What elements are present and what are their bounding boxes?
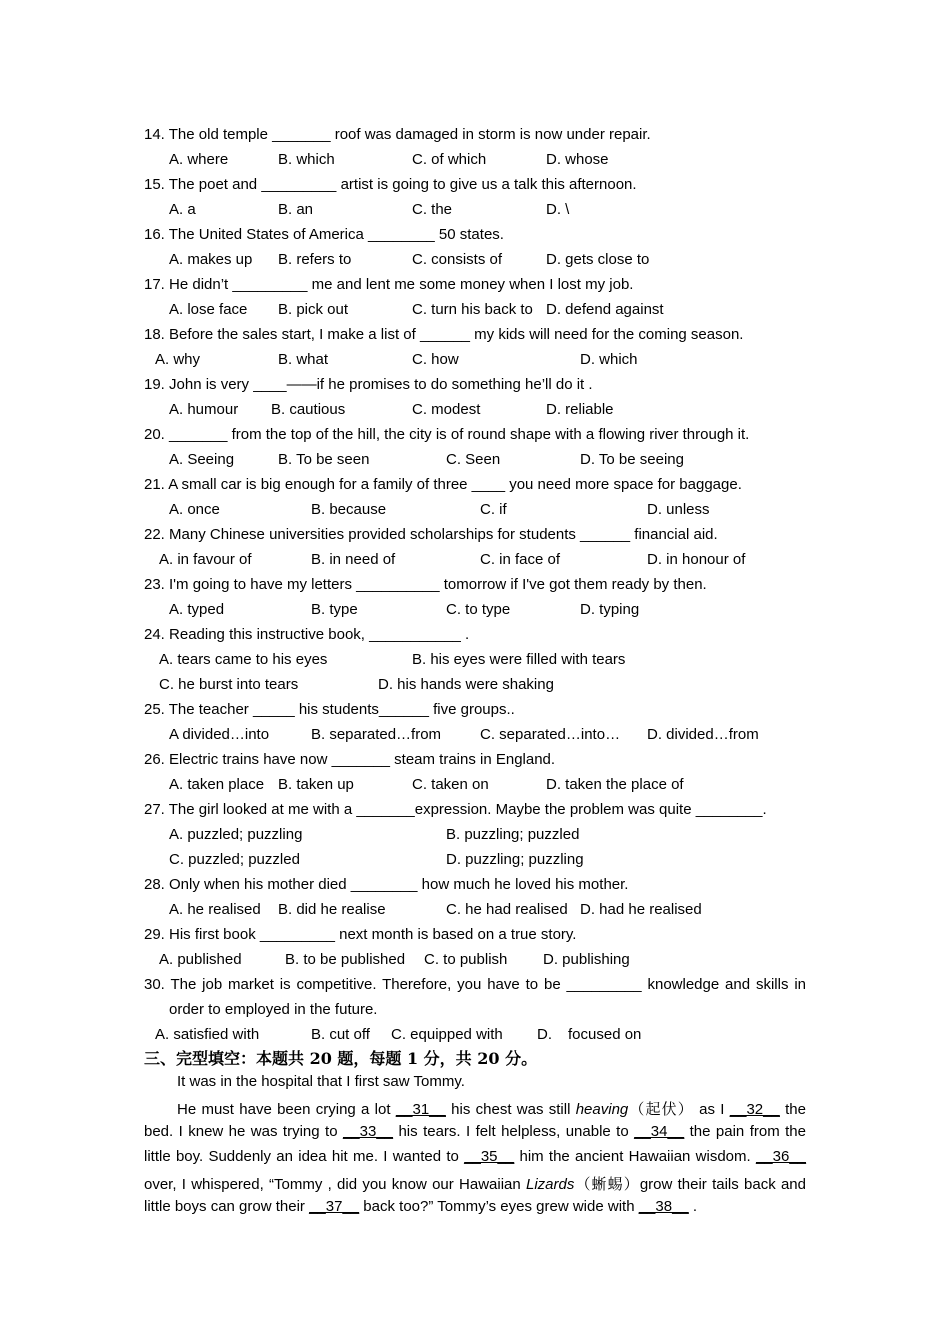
option-b: B. did he realise <box>278 901 386 918</box>
option-b: B. refers to <box>278 251 352 268</box>
passage-line-1: It was in the hospital that I first saw Tommy. <box>177 1073 465 1090</box>
blank-32: __32__ <box>729 1101 780 1118</box>
option-d-text: focused on <box>568 1026 642 1043</box>
blank-31: __31__ <box>395 1101 446 1118</box>
option-b: B. type <box>311 601 358 618</box>
blank-35: __35__ <box>464 1148 515 1165</box>
passage-line-2 <box>177 1098 806 1119</box>
blank-37: __37__ <box>309 1198 360 1215</box>
blank-34: __34__ <box>634 1123 685 1140</box>
option-a: A. published <box>159 951 242 968</box>
option-a: A. a <box>169 201 196 218</box>
option-a: A. why <box>155 351 201 368</box>
option-a: A. once <box>169 501 220 518</box>
option-a: A. taken place <box>169 776 265 793</box>
option-d: D. had he realised <box>580 901 702 918</box>
option-d: D. typing <box>580 601 640 618</box>
text: the pain from the <box>684 1123 806 1140</box>
text: his tears. I felt helpless, unable to <box>393 1123 635 1140</box>
option-d: D. \ <box>546 201 570 218</box>
option-a: A. in favour of <box>159 551 252 568</box>
question-26: 26. Electric trains have now _______ steam trains in England. <box>144 751 556 768</box>
question-17: 17. He didn’t _________ me and lent me some money when I lost my job. <box>144 276 634 293</box>
question-14: 14. The old temple _______ roof was damaged in storm is now under repair. <box>144 126 651 143</box>
option-c: C. puzzled; puzzled <box>169 851 300 868</box>
option-c: C. he burst into tears <box>159 676 299 693</box>
option-d: D. which <box>580 351 638 368</box>
question-27: 27. The girl looked at me with a _______expression. Maybe the problem was quite ________. <box>144 801 767 818</box>
option-b: B. To be seen <box>278 451 370 468</box>
passage-line-3 <box>144 1123 806 1140</box>
option-b: B. taken up <box>278 776 354 793</box>
blank-33: __33__ <box>342 1123 394 1140</box>
option-d: D. To be seeing <box>580 451 684 468</box>
option-b: B. to be published <box>285 951 406 968</box>
question-28: 28. Only when his mother died ________ how much he loved his mother. <box>144 876 629 893</box>
option-a: A. he realised <box>169 901 261 918</box>
option-d: D. divided…from <box>647 726 759 743</box>
option-b: B. which <box>278 151 335 168</box>
option-d: D. taken the place of <box>546 776 684 793</box>
option-c: C. in face of <box>480 551 561 568</box>
text: the <box>779 1101 806 1118</box>
option-c: C. to type <box>446 601 511 618</box>
text: as I <box>693 1101 730 1118</box>
question-25: 25. The teacher _____ his students______ five groups.. <box>144 701 515 718</box>
text: his chest was still <box>445 1101 576 1118</box>
option-a: A. lose face <box>169 301 248 318</box>
question-29: 29. His first book _________ next month is based on a true story. <box>144 926 577 943</box>
option-c: C. modest <box>412 401 481 418</box>
question-20: 20. _______ from the top of the hill, the city is of round shape with a flowing river through it. <box>144 426 750 443</box>
option-a: A divided…into <box>169 726 270 743</box>
option-a: A. makes up <box>169 251 253 268</box>
chinese-gloss: （蜥蜴） <box>574 1175 640 1193</box>
question-16: 16. The United States of America ________ 50 states. <box>144 226 504 243</box>
option-c: C. taken on <box>412 776 489 793</box>
option-a: A. typed <box>169 601 225 618</box>
option-b: B. what <box>278 351 329 368</box>
option-c: C. of which <box>412 151 487 168</box>
option-a: A. humour <box>169 401 239 418</box>
option-b: B. because <box>311 501 387 518</box>
option-c: C. the <box>412 201 453 218</box>
question-21: 21. A small car is big enough for a family of three ____ you need more space for baggage. <box>144 476 742 493</box>
blank-36: __36__ <box>755 1148 807 1165</box>
question-15: 15. The poet and _________ artist is going to give us a talk this afternoon. <box>144 176 637 193</box>
option-d: D. reliable <box>546 401 614 418</box>
option-b: B. an <box>278 201 314 218</box>
text: little boy. Suddenly an idea hit me. I wanted to <box>144 1148 465 1165</box>
option-c: C. Seen <box>446 451 501 468</box>
chinese-gloss: （起伏） <box>628 1100 694 1118</box>
word-heaving: heaving <box>575 1101 629 1118</box>
option-a: A. where <box>169 151 229 168</box>
option-c: C. to publish <box>424 951 508 968</box>
option-a: A. tears came to his eyes <box>159 651 328 668</box>
word-lizards: Lizards <box>525 1176 575 1193</box>
option-b: B. puzzling; puzzled <box>446 826 580 843</box>
option-c: C. if <box>480 501 507 518</box>
text: . <box>688 1198 698 1215</box>
question-23: 23. I'm going to have my letters __________ tomorrow if I've got them ready by then. <box>144 576 707 593</box>
text: over, I whispered, “Tommy , did you know our Hawaiian <box>144 1176 526 1193</box>
option-d: D. <box>537 1026 552 1043</box>
text: little boys can grow their <box>144 1198 310 1215</box>
option-d: D. whose <box>546 151 609 168</box>
option-c: C. how <box>412 351 459 368</box>
option-c: C. separated…into… <box>480 726 621 743</box>
option-c: C. consists of <box>412 251 503 268</box>
option-b: B. cut off <box>311 1026 370 1043</box>
option-c: C. turn his back to <box>412 301 533 318</box>
option-d: D. in honour of <box>647 551 746 568</box>
option-a: A. puzzled; puzzling <box>169 826 303 843</box>
option-b: B. separated…from <box>311 726 442 743</box>
option-c: C. equipped with <box>391 1026 503 1043</box>
option-d: D. his hands were shaking <box>378 676 554 693</box>
question-24: 24. Reading this instructive book, ___________ . <box>144 626 470 643</box>
option-b: B. his eyes were filled with tears <box>412 651 626 668</box>
option-d: D. defend against <box>546 301 664 318</box>
option-d: D. unless <box>647 501 710 518</box>
option-b: B. pick out <box>278 301 349 318</box>
passage-line-4 <box>144 1148 806 1165</box>
text: him the ancient Hawaiian wisdom. <box>514 1148 756 1165</box>
option-d: D. gets close to <box>546 251 650 268</box>
text: He must have been crying a lot <box>177 1101 396 1118</box>
question-30: 30. The job market is competitive. Therefore, you have to be _________ knowledge and skills in <box>144 976 806 993</box>
text: back too?” Tommy’s eyes grew wide with <box>359 1198 639 1215</box>
option-a: A. Seeing <box>169 451 235 468</box>
option-c: C. he had realised <box>446 901 568 918</box>
section-heading: 三、完型填空：本题共 20 题，每题 1 分，共 20 分。 <box>144 1049 538 1068</box>
option-d: D. puzzling; puzzling <box>446 851 584 868</box>
passage-line-6 <box>144 1198 806 1215</box>
text: bed. I knew he was trying to <box>144 1123 343 1140</box>
question-19: 19. John is very ____——if he promises to do something he’ll do it . <box>144 376 593 393</box>
option-d: D. publishing <box>543 951 630 968</box>
option-a: A. satisfied with <box>155 1026 260 1043</box>
question-30-continuation: order to employed in the future. <box>169 1001 378 1018</box>
question-18: 18. Before the sales start, I make a list of ______ my kids will need for the coming season. <box>144 326 744 343</box>
option-b: B. in need of <box>311 551 396 568</box>
question-22: 22. Many Chinese universities provided scholarships for students ______ financial aid. <box>144 526 718 543</box>
blank-38: __38__ <box>638 1198 689 1215</box>
passage-line-5 <box>144 1173 806 1194</box>
text: grow their tails back and <box>639 1176 806 1193</box>
option-b: B. cautious <box>271 401 346 418</box>
